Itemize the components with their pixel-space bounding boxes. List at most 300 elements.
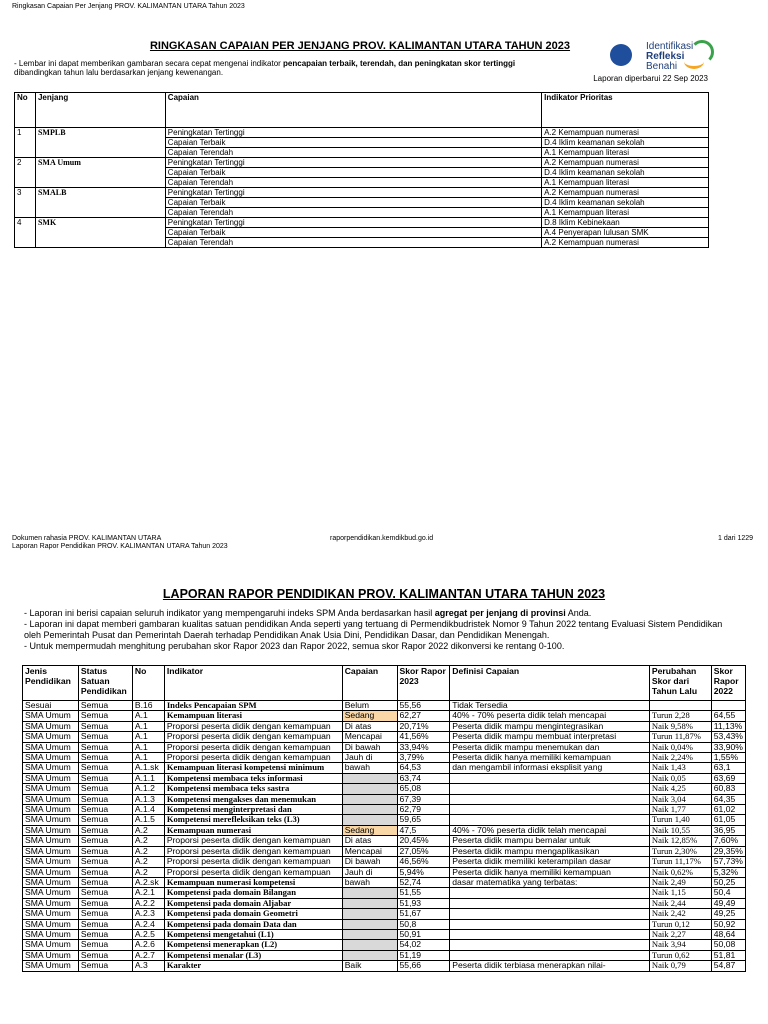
definisi-cell: Tidak Tersedia xyxy=(450,701,650,711)
skor-2023-cell: 51,93 xyxy=(397,898,450,908)
perubahan-cell: Naik 2,49 xyxy=(649,877,711,887)
definisi-cell xyxy=(450,919,650,929)
definisi-cell: Peserta didik hanya memiliki kemampuan xyxy=(450,867,650,877)
skor-2023-cell: 63,74 xyxy=(397,773,450,783)
status-cell: Semua xyxy=(78,919,132,929)
capaian-cell xyxy=(342,898,397,908)
definisi-cell xyxy=(450,909,650,919)
jenis-cell: SMA Umum xyxy=(23,815,79,825)
indikator-cell: Kemampuan literasi kompetensi minimum xyxy=(164,763,342,773)
definisi-cell xyxy=(450,950,650,960)
jenis-cell: SMA Umum xyxy=(23,805,79,815)
capaian-cell: Mencapai xyxy=(342,846,397,856)
indikator-cell: Kompetensi pada domain Aljabar xyxy=(164,898,342,908)
capaian-cell xyxy=(342,919,397,929)
status-cell: Semua xyxy=(78,898,132,908)
jenis-cell: SMA Umum xyxy=(23,877,79,887)
indicator-table-row xyxy=(23,846,746,856)
indikator-cell: Kompetensi mengetahui (L1) xyxy=(164,929,342,939)
definisi-cell xyxy=(450,784,650,794)
indikator-cell: Proporsi peserta didik dengan kemampuan xyxy=(164,753,342,763)
no-cell: A.2.7 xyxy=(132,950,164,960)
jenis-cell: SMA Umum xyxy=(23,753,79,763)
indikator-cell: Proporsi peserta didik dengan kemampuan xyxy=(164,732,342,742)
capaian-cell: bawah xyxy=(342,763,397,773)
status-cell: Semua xyxy=(78,784,132,794)
capaian-cell xyxy=(342,815,397,825)
status-cell: Semua xyxy=(78,877,132,887)
skor-2022-cell: 50,92 xyxy=(711,919,745,929)
definisi-cell xyxy=(450,898,650,908)
summary-table xyxy=(14,92,709,248)
definisi-cell: Peserta didik terbiasa menerapkan nilai- xyxy=(450,961,650,971)
definisi-cell xyxy=(450,888,650,898)
skor-2022-cell: 33,90% xyxy=(711,742,745,752)
skor-2023-cell: 52,74 xyxy=(397,877,450,887)
skor-2023-cell: 62,79 xyxy=(397,805,450,815)
status-cell: Semua xyxy=(78,950,132,960)
jenis-cell: SMA Umum xyxy=(23,888,79,898)
status-cell: Semua xyxy=(78,753,132,763)
indicator-table-row xyxy=(23,763,746,773)
jenis-cell: SMA Umum xyxy=(23,711,79,721)
jenis-cell: SMA Umum xyxy=(23,773,79,783)
perubahan-cell: Naik 1,77 xyxy=(649,805,711,815)
report-intro: - Laporan ini berisi capaian seluruh indikator yang mempengaruhi indeks SPM Anda berdasarkan hasil agregat per jenjang di provinsi Anda. - Laporan ini dapat memberi gambaran kualitas satuan pendidikan Anda seperti yang tertuang di Permendikbudristek Nomor 9 Tahun 2022 tentang Evaluasi Sistem Pendidikan oleh Pemerintah Pusat dan Pemerintah Daerah terhadap Pendidikan Anak Usia Dini, Pendidikan Dasar, dan Pendidikan Menengah. - Untuk mempermudah menghitung perubahan skor Rapor 2023 dan Rapor 2022, semua skor Rapor 2022 dikonversi ke rentang 0-100. xyxy=(24,608,723,651)
skor-2023-cell: 47,5 xyxy=(397,825,450,835)
no-cell: A.1.1 xyxy=(132,773,164,783)
indikator-cell: Kemampuan numerasi xyxy=(164,825,342,835)
capaian-cell: Capaian Terbaik xyxy=(165,198,541,208)
no-cell: A.2 xyxy=(132,857,164,867)
row-number: 4 xyxy=(15,218,36,248)
definisi-cell: Peserta didik mampu menemukan dan xyxy=(450,742,650,752)
definisi-cell: Peserta didik hanya memiliki kemampuan xyxy=(450,753,650,763)
definisi-cell xyxy=(450,929,650,939)
skor-2023-cell: 64,53 xyxy=(397,763,450,773)
status-cell: Semua xyxy=(78,929,132,939)
indikator-cell: Proporsi peserta didik dengan kemampuan xyxy=(164,867,342,877)
perubahan-cell: Turun 11,17% xyxy=(649,857,711,867)
skor-2023-cell: 20,71% xyxy=(397,721,450,731)
jenis-cell: SMA Umum xyxy=(23,919,79,929)
no-cell: A.1.5 xyxy=(132,815,164,825)
skor-2022-cell: 1,55% xyxy=(711,753,745,763)
skor-2022-cell: 5,32% xyxy=(711,867,745,877)
capaian-cell: Di atas xyxy=(342,836,397,846)
definisi-cell: Peserta didik mampu bernalar untuk xyxy=(450,836,650,846)
logo-text: Identifikasi Refleksi Benahi xyxy=(646,41,694,72)
capaian-cell xyxy=(342,940,397,950)
skor-2022-cell: 49,49 xyxy=(711,898,745,908)
summary-table-row xyxy=(15,158,709,168)
skor-2022-cell: 64,55 xyxy=(711,711,745,721)
running-header-page2: Laporan Rapor Pendidikan PROV. KALIMANTAN UTARA Tahun 2023 xyxy=(12,543,228,550)
summary-table-row xyxy=(15,218,709,228)
indicator-table-row xyxy=(23,805,746,815)
jenjang-cell: SMA Umum xyxy=(35,158,165,188)
indikator-cell: Proporsi peserta didik dengan kemampuan xyxy=(164,857,342,867)
logo-arc-orange-icon xyxy=(684,54,704,69)
capaian-cell: Peningkatan Tertinggi xyxy=(165,158,541,168)
indikator-cell: Kompetensi membaca teks informasi xyxy=(164,773,342,783)
skor-2022-cell: 50,08 xyxy=(711,940,745,950)
indikator-cell: Proporsi peserta didik dengan kemampuan xyxy=(164,846,342,856)
capaian-cell xyxy=(342,784,397,794)
definisi-cell: Peserta didik mampu mengaplikasikan xyxy=(450,846,650,856)
no-cell: A.2 xyxy=(132,825,164,835)
capaian-cell: Sedang xyxy=(342,711,397,721)
no-cell: A.2.3 xyxy=(132,909,164,919)
perubahan-cell: Naik 0,62% xyxy=(649,867,711,877)
indikator-prioritas-cell: A.1 Kemampuan literasi xyxy=(542,148,709,158)
skor-2022-cell: 50,25 xyxy=(711,877,745,887)
summary-table-row xyxy=(15,128,709,138)
capaian-cell: Di atas xyxy=(342,721,397,731)
perubahan-cell xyxy=(649,701,711,711)
definisi-cell: 40% - 70% peserta didik telah mencapai xyxy=(450,711,650,721)
indicator-table-row xyxy=(23,909,746,919)
indicator-table-row xyxy=(23,794,746,804)
skor-2022-cell: 61,05 xyxy=(711,815,745,825)
no-cell: A.1 xyxy=(132,753,164,763)
capaian-cell: Peningkatan Tertinggi xyxy=(165,188,541,198)
perubahan-cell: Naik 4,25 xyxy=(649,784,711,794)
definisi-cell xyxy=(450,940,650,950)
indikator-cell: Kompetensi pada domain Data dan xyxy=(164,919,342,929)
skor-2023-cell: 50,91 xyxy=(397,929,450,939)
indicator-table-row xyxy=(23,950,746,960)
indicator-table-row xyxy=(23,836,746,846)
row-number: 3 xyxy=(15,188,36,218)
no-cell: A.2.sk xyxy=(132,877,164,887)
indicator-table-row xyxy=(23,940,746,950)
jenis-cell: SMA Umum xyxy=(23,898,79,908)
indicator-table-row xyxy=(23,711,746,721)
report-title: LAPORAN RAPOR PENDIDIKAN PROV. KALIMANTAN UTARA TAHUN 2023 xyxy=(162,587,606,601)
perubahan-cell: Naik 12,85% xyxy=(649,836,711,846)
perubahan-cell: Naik 2,42 xyxy=(649,909,711,919)
indicator-table-header: Jenis Pendidikan Status Satuan Pendidikan No Indikator Capaian Skor Rapor 2023 Definisi Capaian Perubahan Skor dari Tahun Lalu Skor Rapor 2022 xyxy=(23,666,746,701)
skor-2022-cell: 29,35% xyxy=(711,846,745,856)
status-cell: Semua xyxy=(78,836,132,846)
status-cell: Semua xyxy=(78,940,132,950)
running-header-page1: Ringkasan Capaian Per Jenjang PROV. KALIMANTAN UTARA Tahun 2023 xyxy=(12,3,245,10)
no-cell: A.2.5 xyxy=(132,929,164,939)
status-cell: Semua xyxy=(78,888,132,898)
no-cell: A.1.4 xyxy=(132,805,164,815)
no-cell: A.2 xyxy=(132,867,164,877)
perubahan-cell: Naik 1,15 xyxy=(649,888,711,898)
indikator-prioritas-cell: D.4 Iklim keamanan sekolah xyxy=(542,138,709,148)
skor-2022-cell: 11,13% xyxy=(711,721,745,731)
jenis-cell: SMA Umum xyxy=(23,825,79,835)
no-cell: A.1.sk xyxy=(132,763,164,773)
jenis-cell: SMA Umum xyxy=(23,763,79,773)
skor-2023-cell: 41,56% xyxy=(397,732,450,742)
skor-2022-cell xyxy=(711,701,745,711)
indicator-table-row xyxy=(23,742,746,752)
capaian-cell: Sedang xyxy=(342,825,397,835)
definisi-cell: dasar matematika yang terbatas: xyxy=(450,877,650,887)
indikator-prioritas-cell: A.2 Kemampuan numerasi xyxy=(542,158,709,168)
jenis-cell: SMA Umum xyxy=(23,950,79,960)
skor-2022-cell: 64,35 xyxy=(711,794,745,804)
perubahan-cell: Turun 0,62 xyxy=(649,950,711,960)
skor-2022-cell: 7,60% xyxy=(711,836,745,846)
capaian-cell: Di bawah xyxy=(342,742,397,752)
indicator-table-row xyxy=(23,929,746,939)
jenis-cell: SMA Umum xyxy=(23,732,79,742)
indicator-table-row xyxy=(23,701,746,711)
capaian-cell xyxy=(342,794,397,804)
no-cell: A.2.1 xyxy=(132,888,164,898)
capaian-cell: bawah xyxy=(342,877,397,887)
indikator-prioritas-cell: A.2 Kemampuan numerasi xyxy=(542,238,709,248)
status-cell: Semua xyxy=(78,742,132,752)
skor-2022-cell: 63,69 xyxy=(711,773,745,783)
no-cell: A.2 xyxy=(132,846,164,856)
indikator-cell: Kompetensi pada domain Geometri xyxy=(164,909,342,919)
indikator-cell: Proporsi peserta didik dengan kemampuan xyxy=(164,742,342,752)
status-cell: Semua xyxy=(78,701,132,711)
perubahan-cell: Naik 2,44 xyxy=(649,898,711,908)
jenis-cell: SMA Umum xyxy=(23,794,79,804)
jenis-cell: SMA Umum xyxy=(23,857,79,867)
jenis-cell: Sesuai xyxy=(23,701,79,711)
perubahan-cell: Naik 10,55 xyxy=(649,825,711,835)
indikator-cell: Kompetensi merefleksikan teks (L3) xyxy=(164,815,342,825)
no-cell: A.1.2 xyxy=(132,784,164,794)
indikator-cell: Kompetensi mengakses dan menemukan xyxy=(164,794,342,804)
indicator-table-row xyxy=(23,825,746,835)
definisi-cell xyxy=(450,815,650,825)
indicator-table xyxy=(22,665,746,972)
definisi-cell xyxy=(450,805,650,815)
perubahan-cell: Naik 1,43 xyxy=(649,763,711,773)
perubahan-cell: Turun 1,40 xyxy=(649,815,711,825)
status-cell: Semua xyxy=(78,732,132,742)
definisi-cell: Peserta didik mampu membuat interpretasi xyxy=(450,732,650,742)
no-cell: A.2 xyxy=(132,836,164,846)
indicator-table-row xyxy=(23,867,746,877)
summary-title: RINGKASAN CAPAIAN PER JENJANG PROV. KALIMANTAN UTARA TAHUN 2023 xyxy=(149,40,571,52)
indikator-prioritas-cell: D.4 Iklim keamanan sekolah xyxy=(542,198,709,208)
skor-2023-cell: 54,02 xyxy=(397,940,450,950)
definisi-cell xyxy=(450,773,650,783)
capaian-cell: Capaian Terendah xyxy=(165,178,541,188)
capaian-cell: Capaian Terbaik xyxy=(165,168,541,178)
skor-2022-cell: 48,64 xyxy=(711,929,745,939)
skor-2022-cell: 54,87 xyxy=(711,961,745,971)
capaian-cell: Capaian Terbaik xyxy=(165,228,541,238)
skor-2023-cell: 55,56 xyxy=(397,701,450,711)
status-cell: Semua xyxy=(78,815,132,825)
indikator-cell: Kompetensi pada domain Bilangan xyxy=(164,888,342,898)
status-cell: Semua xyxy=(78,773,132,783)
jenis-cell: SMA Umum xyxy=(23,909,79,919)
capaian-cell xyxy=(342,773,397,783)
perubahan-cell: Turun 2,28 xyxy=(649,711,711,721)
page-number: 1 dari 1229 xyxy=(718,535,754,542)
perubahan-cell: Naik 3,04 xyxy=(649,794,711,804)
capaian-cell: Mencapai xyxy=(342,732,397,742)
perubahan-cell: Naik 0,05 xyxy=(649,773,711,783)
jenjang-cell: SMALB xyxy=(35,188,165,218)
definisi-cell xyxy=(450,794,650,804)
skor-2022-cell: 49,25 xyxy=(711,909,745,919)
jenis-cell: SMA Umum xyxy=(23,961,79,971)
jenis-cell: SMA Umum xyxy=(23,846,79,856)
jenjang-cell: SMPLB xyxy=(35,128,165,158)
no-cell: A.2.4 xyxy=(132,919,164,929)
jenis-cell: SMA Umum xyxy=(23,836,79,846)
perubahan-cell: Turun 0,12 xyxy=(649,919,711,929)
capaian-cell xyxy=(342,950,397,960)
skor-2023-cell: 51,67 xyxy=(397,909,450,919)
row-number: 1 xyxy=(15,128,36,158)
indicator-table-row xyxy=(23,919,746,929)
status-cell: Semua xyxy=(78,857,132,867)
status-cell: Semua xyxy=(78,794,132,804)
indicator-table-row xyxy=(23,721,746,731)
no-cell: A.3 xyxy=(132,961,164,971)
indikator-prioritas-cell: A.2 Kemampuan numerasi xyxy=(542,128,709,138)
status-cell: Semua xyxy=(78,846,132,856)
capaian-cell: Jauh di xyxy=(342,867,397,877)
status-cell: Semua xyxy=(78,825,132,835)
no-cell: A.2.6 xyxy=(132,940,164,950)
skor-2023-cell: 50,8 xyxy=(397,919,450,929)
definisi-cell: Peserta didik mampu mengintegrasikan xyxy=(450,721,650,731)
indikator-cell: Karakter xyxy=(164,961,342,971)
skor-2023-cell: 5,94% xyxy=(397,867,450,877)
status-cell: Semua xyxy=(78,961,132,971)
capaian-cell xyxy=(342,888,397,898)
indikator-cell: Proporsi peserta didik dengan kemampuan xyxy=(164,721,342,731)
status-cell: Semua xyxy=(78,711,132,721)
no-cell: A.1 xyxy=(132,711,164,721)
summary-table-header: No Jenjang Capaian Indikator Prioritas xyxy=(15,93,709,128)
capaian-cell: Peningkatan Tertinggi xyxy=(165,218,541,228)
skor-2023-cell: 55,66 xyxy=(397,961,450,971)
indikator-cell: Proporsi peserta didik dengan kemampuan xyxy=(164,836,342,846)
skor-2023-cell: 51,19 xyxy=(397,950,450,960)
capaian-cell: Capaian Terendah xyxy=(165,238,541,248)
capaian-cell: Capaian Terendah xyxy=(165,148,541,158)
jenis-cell: SMA Umum xyxy=(23,867,79,877)
no-cell: A.1 xyxy=(132,732,164,742)
indikator-prioritas-cell: D.4 Iklim keamanan sekolah xyxy=(542,168,709,178)
definisi-cell: 40% - 70% peserta didik telah mencapai xyxy=(450,825,650,835)
capaian-cell: Capaian Terendah xyxy=(165,208,541,218)
indikator-cell: Kemampuan literasi xyxy=(164,711,342,721)
jenis-cell: SMA Umum xyxy=(23,721,79,731)
indikator-prioritas-cell: A.1 Kemampuan literasi xyxy=(542,178,709,188)
perubahan-cell: Turun 11,87% xyxy=(649,732,711,742)
indikator-cell: Indeks Pencapaian SPM xyxy=(164,701,342,711)
status-cell: Semua xyxy=(78,721,132,731)
perubahan-cell: Naik 2,27 xyxy=(649,929,711,939)
no-cell: A.1.3 xyxy=(132,794,164,804)
skor-2023-cell: 33,94% xyxy=(397,742,450,752)
perubahan-cell: Naik 2,24% xyxy=(649,753,711,763)
skor-2022-cell: 63,1 xyxy=(711,763,745,773)
capaian-cell: Di bawah xyxy=(342,857,397,867)
indikator-cell: Kompetensi menalar (L3) xyxy=(164,950,342,960)
indicator-table-row xyxy=(23,815,746,825)
perubahan-cell: Naik 0,04% xyxy=(649,742,711,752)
skor-2023-cell: 20,45% xyxy=(397,836,450,846)
indikator-cell: Kompetensi menerapkan (L2) xyxy=(164,940,342,950)
ministry-seal-icon xyxy=(610,44,632,66)
capaian-cell xyxy=(342,929,397,939)
skor-2022-cell: 36,95 xyxy=(711,825,745,835)
skor-2023-cell: 59,65 xyxy=(397,815,450,825)
jenjang-cell: SMK xyxy=(35,218,165,248)
indicator-table-row xyxy=(23,773,746,783)
summary-intro: - Lembar ini dapat memberikan gambaran secara cepat mengenai indikator pencapaian terbaik, terendah, dan peningkatan skor tertinggi dibandingkan tahun lalu berdasarkan jenjang kewenangan. xyxy=(14,59,516,77)
capaian-cell: Peningkatan Tertinggi xyxy=(165,128,541,138)
perubahan-cell: Turun 2,30% xyxy=(649,846,711,856)
perubahan-cell: Naik 9,58% xyxy=(649,721,711,731)
skor-2022-cell: 51,81 xyxy=(711,950,745,960)
indicator-table-row xyxy=(23,732,746,742)
status-cell: Semua xyxy=(78,909,132,919)
indicator-table-row xyxy=(23,784,746,794)
perubahan-cell: Naik 0,79 xyxy=(649,961,711,971)
capaian-cell xyxy=(342,909,397,919)
capaian-cell: Jauh di xyxy=(342,753,397,763)
capaian-cell xyxy=(342,805,397,815)
skor-2022-cell: 61,02 xyxy=(711,805,745,815)
skor-2023-cell: 27,05% xyxy=(397,846,450,856)
summary-table-row xyxy=(15,188,709,198)
skor-2022-cell: 53,43% xyxy=(711,732,745,742)
indicator-table-row xyxy=(23,961,746,971)
jenis-cell: SMA Umum xyxy=(23,784,79,794)
capaian-cell: Belum xyxy=(342,701,397,711)
indikator-prioritas-cell: A.1 Kemampuan literasi xyxy=(542,208,709,218)
capaian-cell: Capaian Terbaik xyxy=(165,138,541,148)
skor-2023-cell: 3,79% xyxy=(397,753,450,763)
indikator-prioritas-cell: D.8 Iklim Kebinekaan xyxy=(542,218,709,228)
indicator-table-row xyxy=(23,857,746,867)
no-cell: B.16 xyxy=(132,701,164,711)
skor-2023-cell: 62,27 xyxy=(397,711,450,721)
skor-2022-cell: 60,83 xyxy=(711,784,745,794)
footer-center: raporpendidikan.kemdikbud.go.id xyxy=(330,535,434,542)
jenis-cell: SMA Umum xyxy=(23,929,79,939)
indicator-table-row xyxy=(23,888,746,898)
skor-2022-cell: 57,73% xyxy=(711,857,745,867)
skor-2022-cell: 50,4 xyxy=(711,888,745,898)
indicator-table-row xyxy=(23,877,746,887)
status-cell: Semua xyxy=(78,763,132,773)
updated-date: Laporan diperbarui 22 Sep 2023 xyxy=(593,74,708,83)
status-cell: Semua xyxy=(78,805,132,815)
indicator-table-row xyxy=(23,898,746,908)
no-cell: A.2.2 xyxy=(132,898,164,908)
skor-2023-cell: 67,39 xyxy=(397,794,450,804)
jenis-cell: SMA Umum xyxy=(23,940,79,950)
indicator-table-row xyxy=(23,753,746,763)
indikator-prioritas-cell: A.2 Kemampuan numerasi xyxy=(542,188,709,198)
row-number: 2 xyxy=(15,158,36,188)
footer-left: Dokumen rahasia PROV. KALIMANTAN UTARA xyxy=(12,535,162,542)
no-cell: A.1 xyxy=(132,742,164,752)
skor-2023-cell: 46,56% xyxy=(397,857,450,867)
